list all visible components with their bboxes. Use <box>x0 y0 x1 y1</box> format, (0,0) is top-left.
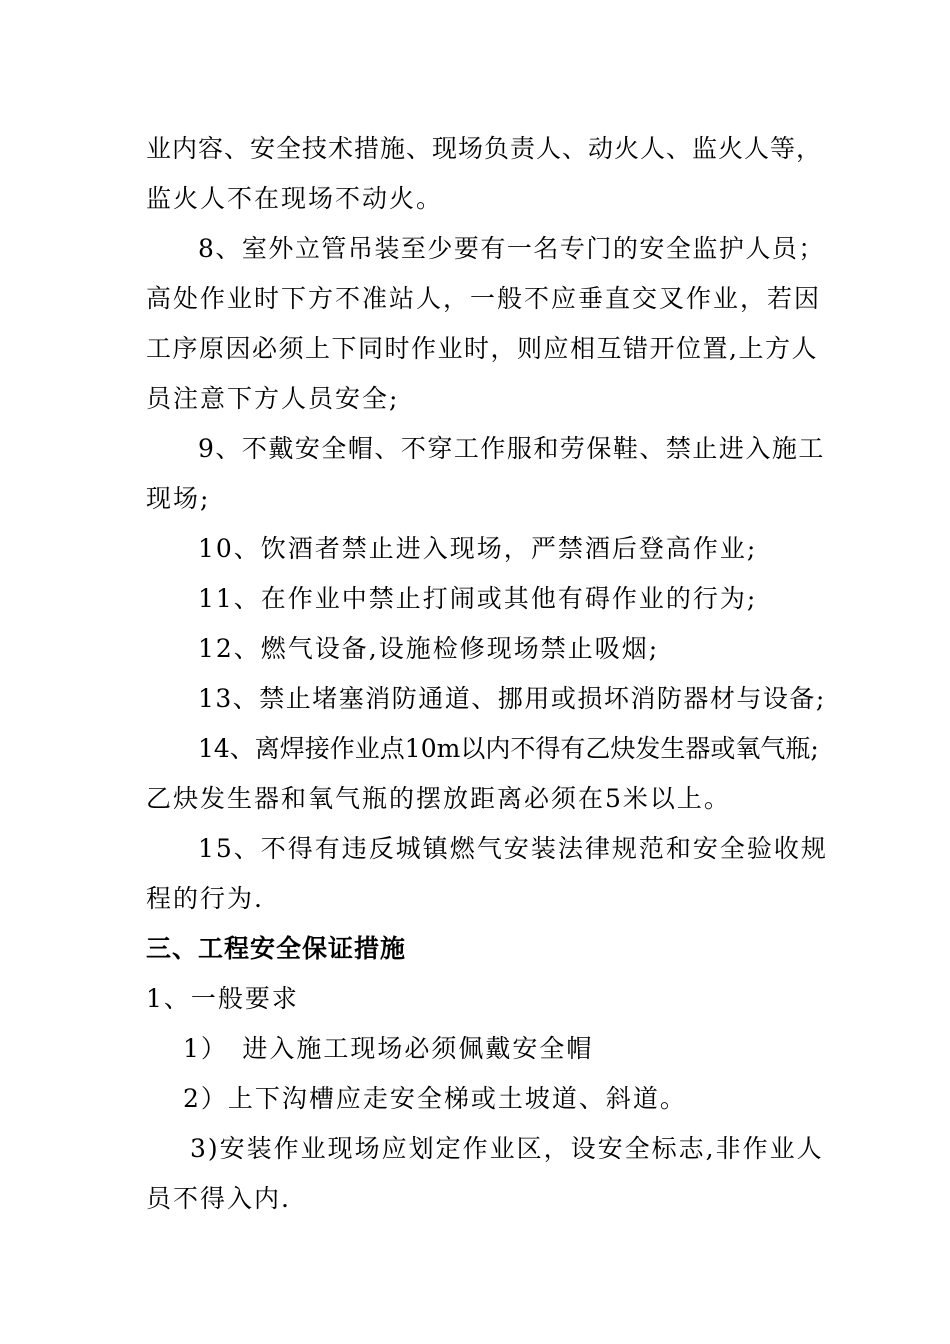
text-line: 乙炔发生器和氧气瓶的摆放距离必须在5米以上。 <box>146 784 731 813</box>
section-heading: 三、工程安全保证措施 <box>146 934 407 963</box>
text-line: 员注意下方人员安全; <box>146 384 400 413</box>
text-line: 11、在作业中禁止打闹或其他有碍作业的行为; <box>198 584 758 613</box>
text-line: 9、不戴安全帽、不穿工作服和劳保鞋、禁止进入施工 <box>198 434 825 463</box>
text-line: 14、离焊接作业点10m以内不得有乙炔发生器或氧气瓶; <box>198 734 819 763</box>
text-line: 3)安装作业现场应划定作业区，设安全标志,非作业人 <box>190 1134 824 1163</box>
text-line: 程的行为. <box>146 884 264 913</box>
text-line: 1） 进入施工现场必须佩戴安全帽 <box>183 1034 594 1063</box>
text-line: 高处作业时下方不准站人，一般不应垂直交叉作业，若因 <box>146 284 822 313</box>
subsection-heading: 1、一般要求 <box>146 984 299 1013</box>
text-line: 13、禁止堵塞消防通道、挪用或损坏消防器材与设备; <box>198 684 826 713</box>
text-line: 12、燃气设备,设施检修现场禁止吸烟; <box>198 634 660 663</box>
text-line: 2）上下沟槽应走安全梯或土坡道、斜道。 <box>183 1084 687 1113</box>
text-line: 工序原因必须上下同时作业时，则应相互错开位置,上方人 <box>146 334 818 363</box>
text-line: 15、不得有违反城镇燃气安装法律规范和安全验收规 <box>198 834 828 863</box>
text-line: 监火人不在现场不动火。 <box>146 184 444 213</box>
text-line: 8、室外立管吊装至少要有一名专门的安全监护人员； <box>198 234 825 263</box>
text-line: 10、饮酒者禁止进入现场，严禁酒后登高作业; <box>198 534 758 563</box>
text-line: 现场; <box>146 484 211 513</box>
text-line: 员不得入内. <box>146 1184 291 1213</box>
text-line: 业内容、安全技术措施、现场负责人、动火人、监火人等， <box>146 134 823 163</box>
